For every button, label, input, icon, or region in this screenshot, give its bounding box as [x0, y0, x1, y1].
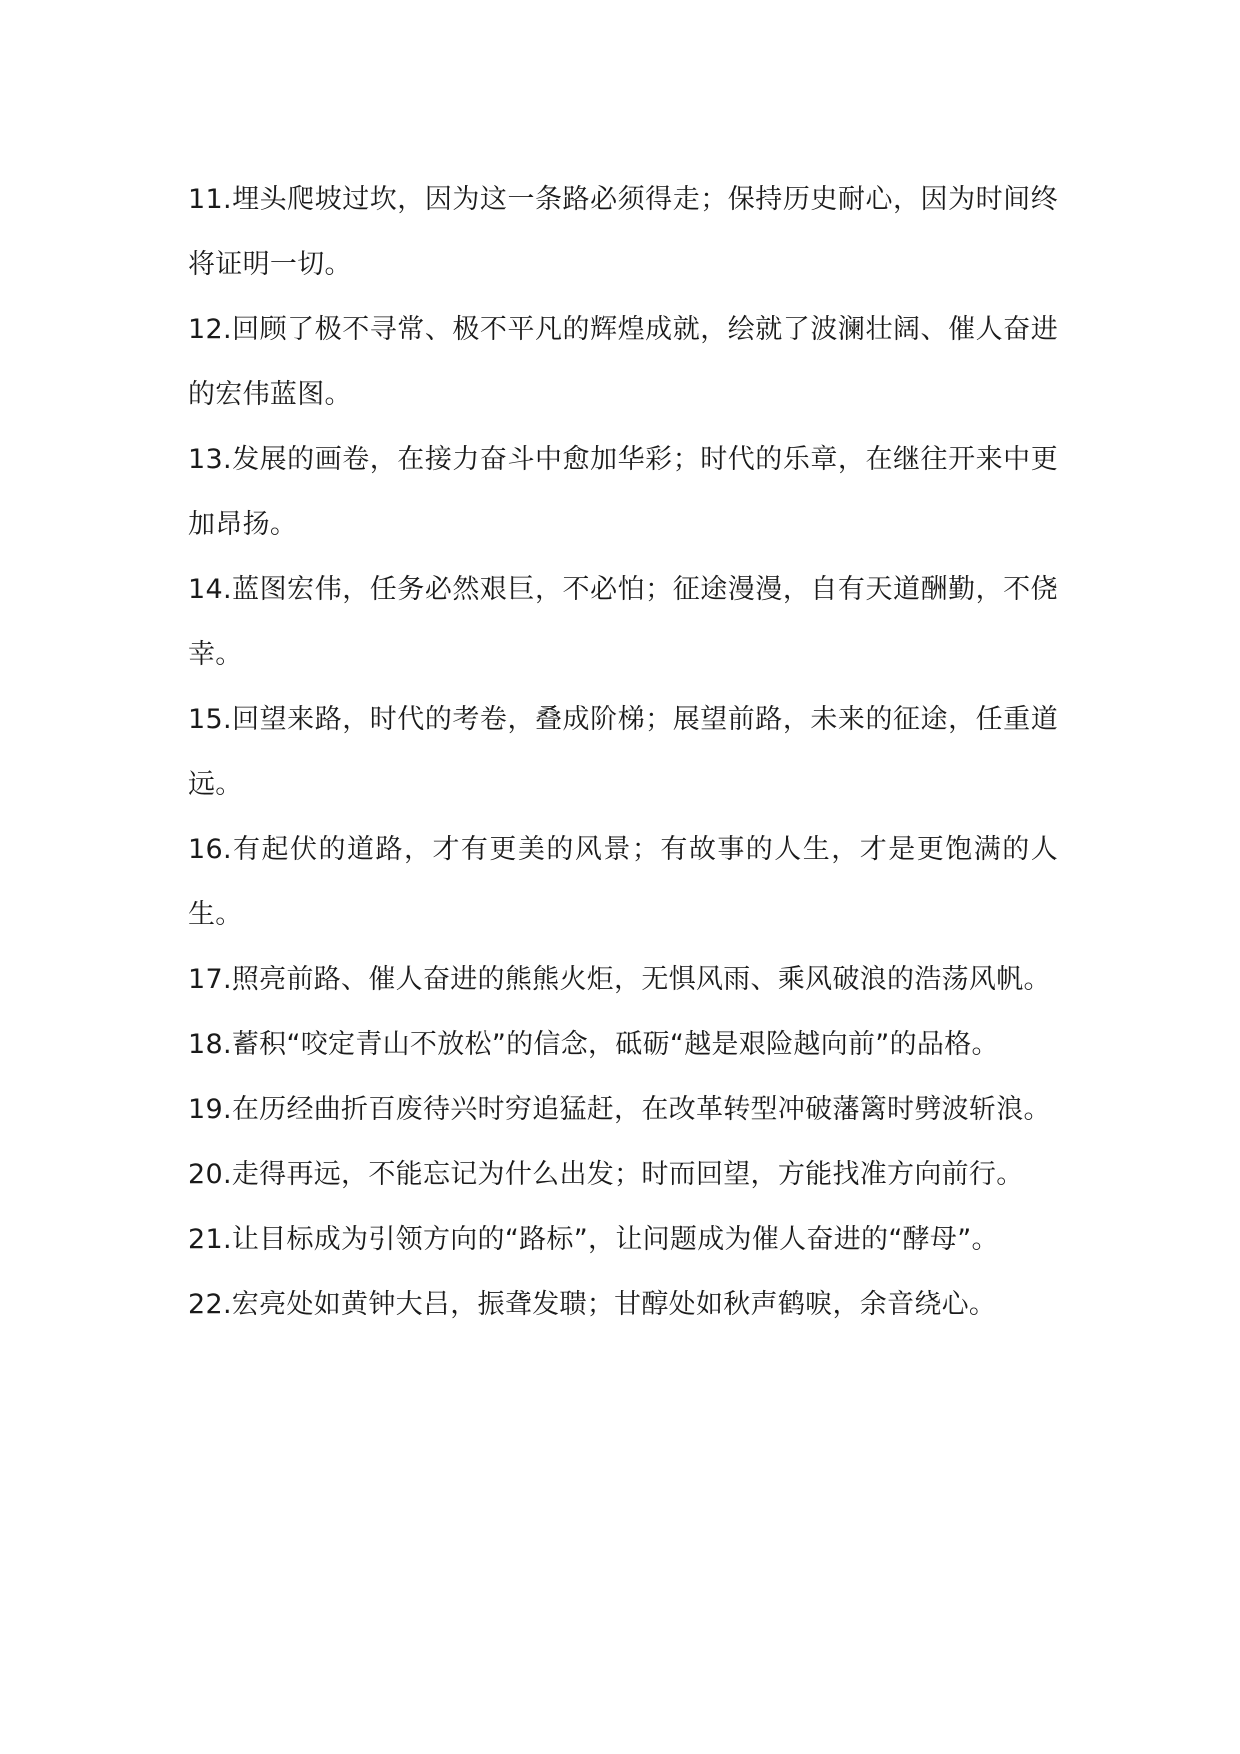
quote-item-21: 21.让目标成为引领方向的“路标”，让问题成为催人奋进的“酵母”。 — [188, 1224, 999, 1255]
quote-item-19: 19.在历经曲折百废待兴时穷追猛赶，在改革转型冲破藩篱时劈波斩浪。 — [188, 1094, 1051, 1125]
quote-item-14: 14.蓝图宏伟，任务必然艰巨，不必怕；征途漫漫，自有天道酬勤，不侥幸。 — [188, 574, 1058, 670]
quote-item-22: 22.宏亮处如黄钟大吕，振聋发聩；甘醇处如秋声鹤唳，余音绕心。 — [188, 1289, 997, 1320]
quote-list — [188, 167, 1058, 1337]
quote-item-20: 20.走得再远，不能忘记为什么出发；时而回望，方能找准方向前行。 — [188, 1159, 1024, 1190]
quote-item-12: 12.回顾了极不寻常、极不平凡的辉煌成就，绘就了波澜壮阔、催人奋进的宏伟蓝图。 — [188, 314, 1058, 410]
quote-item-16: 16.有起伏的道路，才有更美的风景；有故事的人生，才是更饱满的人生。 — [188, 834, 1058, 930]
quote-item-15: 15.回望来路，时代的考卷，叠成阶梯；展望前路，未来的征途，任重道远。 — [188, 704, 1058, 800]
quote-item-11: 11.埋头爬坡过坎，因为这一条路必须得走；保持历史耐心，因为时间终将证明一切。 — [188, 184, 1058, 280]
quote-item-17: 17.照亮前路、催人奋进的熊熊火炬，无惧风雨、乘风破浪的浩荡风帆。 — [188, 964, 1051, 995]
quote-item-18: 18.蓄积“咬定青山不放松”的信念，砥砺“越是艰险越向前”的品格。 — [188, 1029, 999, 1060]
quote-item-13: 13.发展的画卷，在接力奋斗中愈加华彩；时代的乐章，在继往开来中更加昂扬。 — [188, 444, 1058, 540]
